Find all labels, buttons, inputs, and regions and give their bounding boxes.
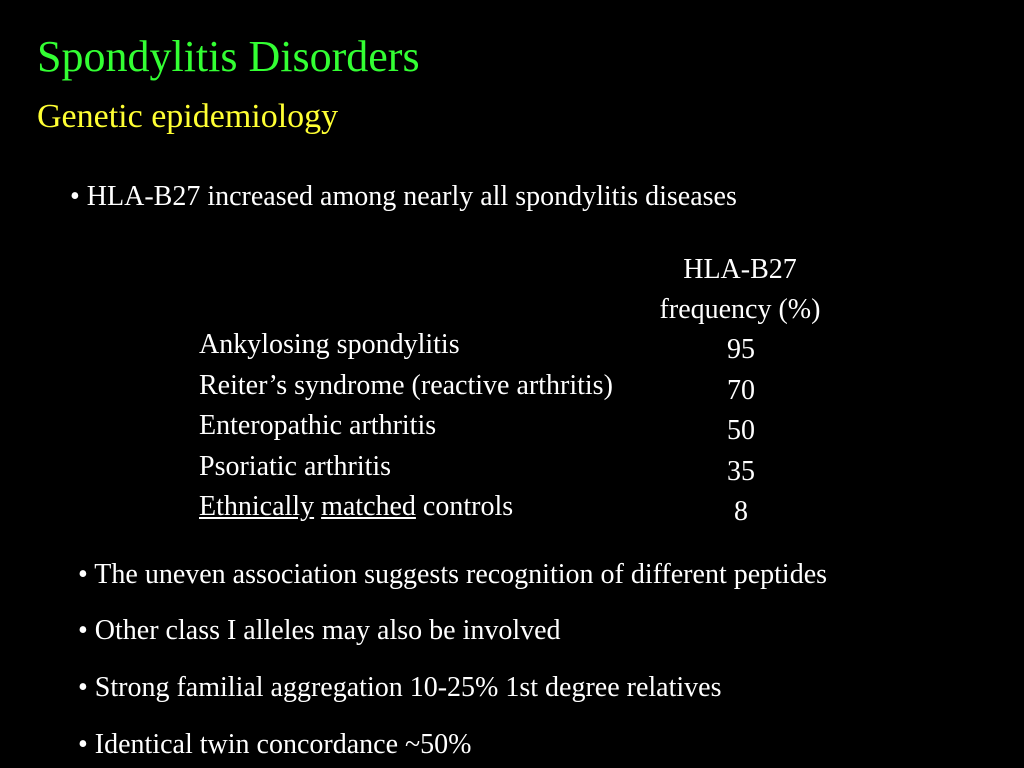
column-header-line-2: frequency (%): [659, 294, 821, 325]
controls-word-ethnically: Ethnically: [199, 491, 315, 522]
bullet-hla-b27-intro: • HLA-B27 increased among nearly all spondylitis diseases: [70, 181, 737, 212]
frequency-value: 70: [727, 374, 755, 406]
bullet-twin-concordance: • Identical twin concordance ~50%: [78, 729, 472, 760]
disease-name: Reiter’s syndrome (reactive arthritis): [199, 369, 613, 401]
frequency-column-header: [620, 250, 860, 330]
frequency-value-list: [700, 330, 782, 533]
frequency-value: 35: [727, 455, 755, 487]
disease-name: Ankylosing spondylitis: [199, 329, 460, 360]
bullet-familial-aggregation: • Strong familial aggregation 10-25% 1st degree relatives: [78, 672, 722, 703]
column-header-line-1: HLA-B27: [683, 254, 797, 285]
frequency-value: 95: [727, 334, 755, 365]
frequency-value: 50: [727, 415, 755, 446]
disease-name: Enteropathic arthritis: [199, 410, 437, 441]
bullet-uneven-association: • The uneven association suggests recognition of different peptides: [78, 559, 828, 590]
disease-name-list: [199, 325, 613, 528]
bullet-other-alleles: • Other class I alleles may also be involved: [78, 615, 561, 646]
slide-title: Spondylitis Disorders: [37, 32, 420, 81]
disease-name: Psoriatic arthritis: [199, 450, 392, 482]
frequency-value: 8: [734, 496, 748, 527]
controls-word-matched: matched: [321, 491, 416, 522]
disease-name-controls: [199, 487, 613, 528]
slide-subtitle: Genetic epidemiology: [37, 98, 339, 135]
controls-word-controls: controls: [422, 491, 514, 522]
